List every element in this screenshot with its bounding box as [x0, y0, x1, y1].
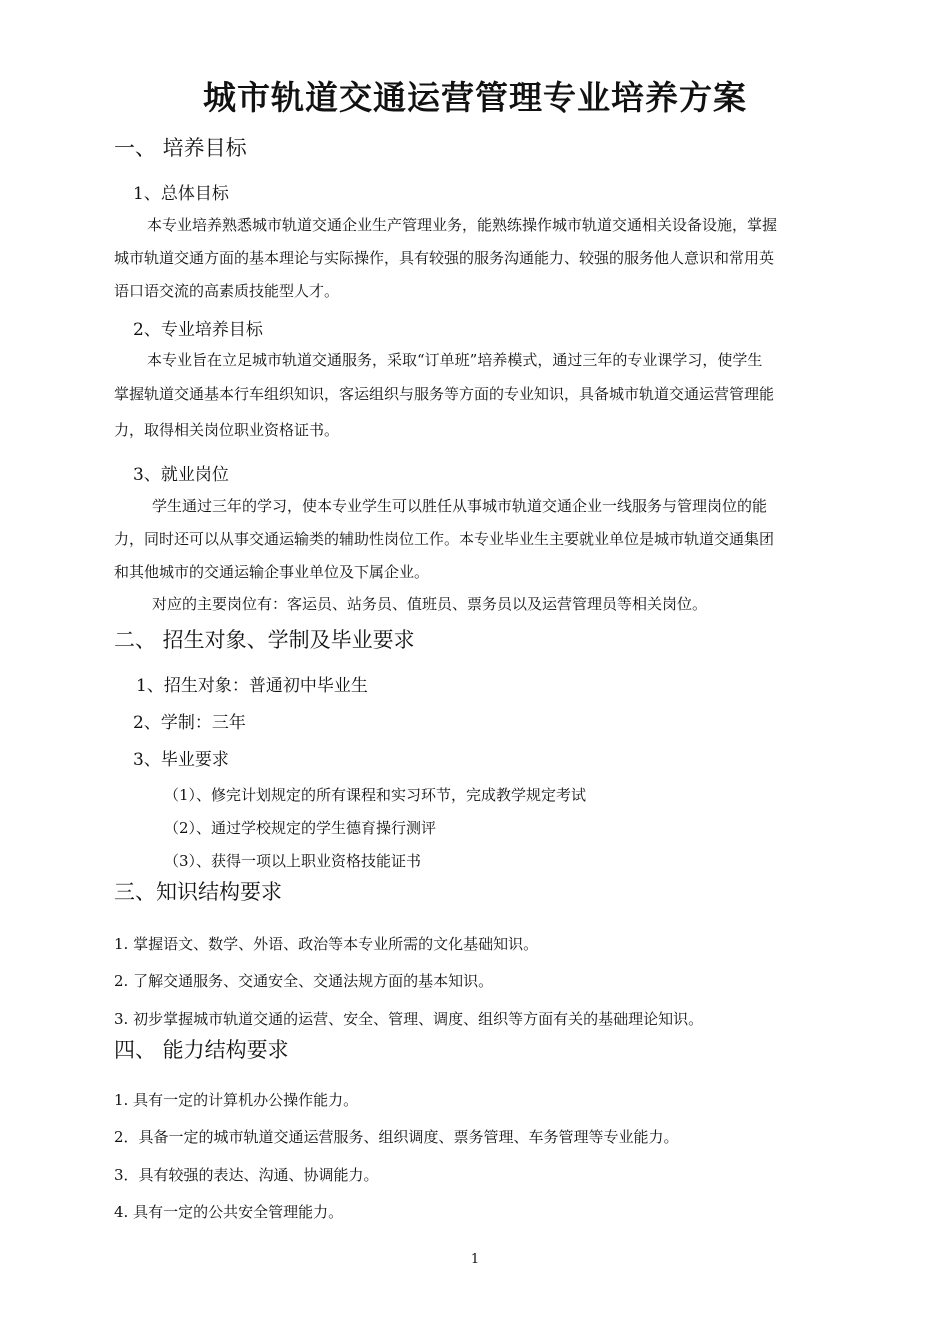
paragraph-line: 学生通过三年的学习，使本专业学生可以胜任从事城市轨道交通企业一线服务与管理岗位的能 — [152, 497, 768, 515]
list-item: 1、招生对象：普通初中毕业生 — [136, 676, 368, 696]
list-item: 4. 具有一定的公共安全管理能力。 — [114, 1203, 344, 1221]
paragraph-line: 对应的主要岗位有：客运员、站务员、值班员、票务员以及运营管理员等相关岗位。 — [152, 595, 708, 613]
subsection-heading-employment: 3、就业岗位 — [133, 465, 229, 485]
paragraph-line: 力，取得相关岗位职业资格证书。 — [114, 421, 340, 439]
sub-list-item: （2）、通过学校规定的学生德育操行测评 — [164, 819, 437, 837]
sub-list-item: （1）、修完计划规定的所有课程和实习环节，完成教学规定考试 — [164, 786, 587, 804]
list-item: 2．具备一定的城市轨道交通运营服务、组织调度、票务管理、车务管理等专业能力。 — [114, 1128, 679, 1146]
paragraph-line: 力，同时还可以从事交通运输类的辅助性岗位工作。本专业毕业生主要就业单位是城市轨道交通集团 — [114, 530, 775, 548]
section-heading-3: 三、知识结构要求 — [114, 880, 282, 904]
paragraph-line: 本专业培养熟悉城市轨道交通企业生产管理业务，能熟练操作城市轨道交通相关设备设施，掌握 — [147, 216, 778, 234]
subsection-heading-overall-goal: 1、总体目标 — [133, 184, 229, 204]
list-item: 1. 掌握语文、数学、外语、政治等本专业所需的文化基础知识。 — [114, 935, 539, 953]
list-item: 2. 了解交通服务、交通安全、交通法规方面的基本知识。 — [114, 972, 494, 990]
list-item: 3．具有较强的表达、沟通、协调能力。 — [114, 1166, 379, 1184]
section-heading-2: 二、 招生对象、学制及毕业要求 — [114, 628, 415, 652]
paragraph-line: 语口语交流的高素质技能型人才。 — [114, 282, 340, 300]
list-item: 2、学制：三年 — [133, 713, 246, 733]
document-title: 城市轨道交通运营管理专业培养方案 — [203, 78, 747, 117]
page-number: 1 — [470, 1252, 480, 1267]
list-item: 1. 具有一定的计算机办公操作能力。 — [114, 1091, 359, 1109]
section-heading-4: 四、 能力结构要求 — [114, 1038, 289, 1062]
list-item: 3. 初步掌握城市轨道交通的运营、安全、管理、调度、组织等方面有关的基础理论知识。 — [114, 1010, 704, 1028]
paragraph-line: 本专业旨在立足城市轨道交通服务，采取“订单班”培养模式，通过三年的专业课学习，使学生 — [147, 351, 763, 369]
list-item: 3、毕业要求 — [133, 750, 229, 770]
paragraph-line: 掌握轨道交通基本行车组织知识，客运组织与服务等方面的专业知识，具备城市轨道交通运营管理能 — [114, 385, 775, 403]
section-heading-1: 一、 培养目标 — [114, 136, 247, 160]
subsection-heading-training-goal: 2、专业培养目标 — [133, 320, 263, 340]
paragraph-line: 城市轨道交通方面的基本理论与实际操作，具有较强的服务沟通能力、较强的服务他人意识和常用英 — [114, 249, 775, 267]
sub-list-item: （3）、获得一项以上职业资格技能证书 — [164, 852, 422, 870]
paragraph-line: 和其他城市的交通运输企事业单位及下属企业。 — [114, 563, 430, 581]
